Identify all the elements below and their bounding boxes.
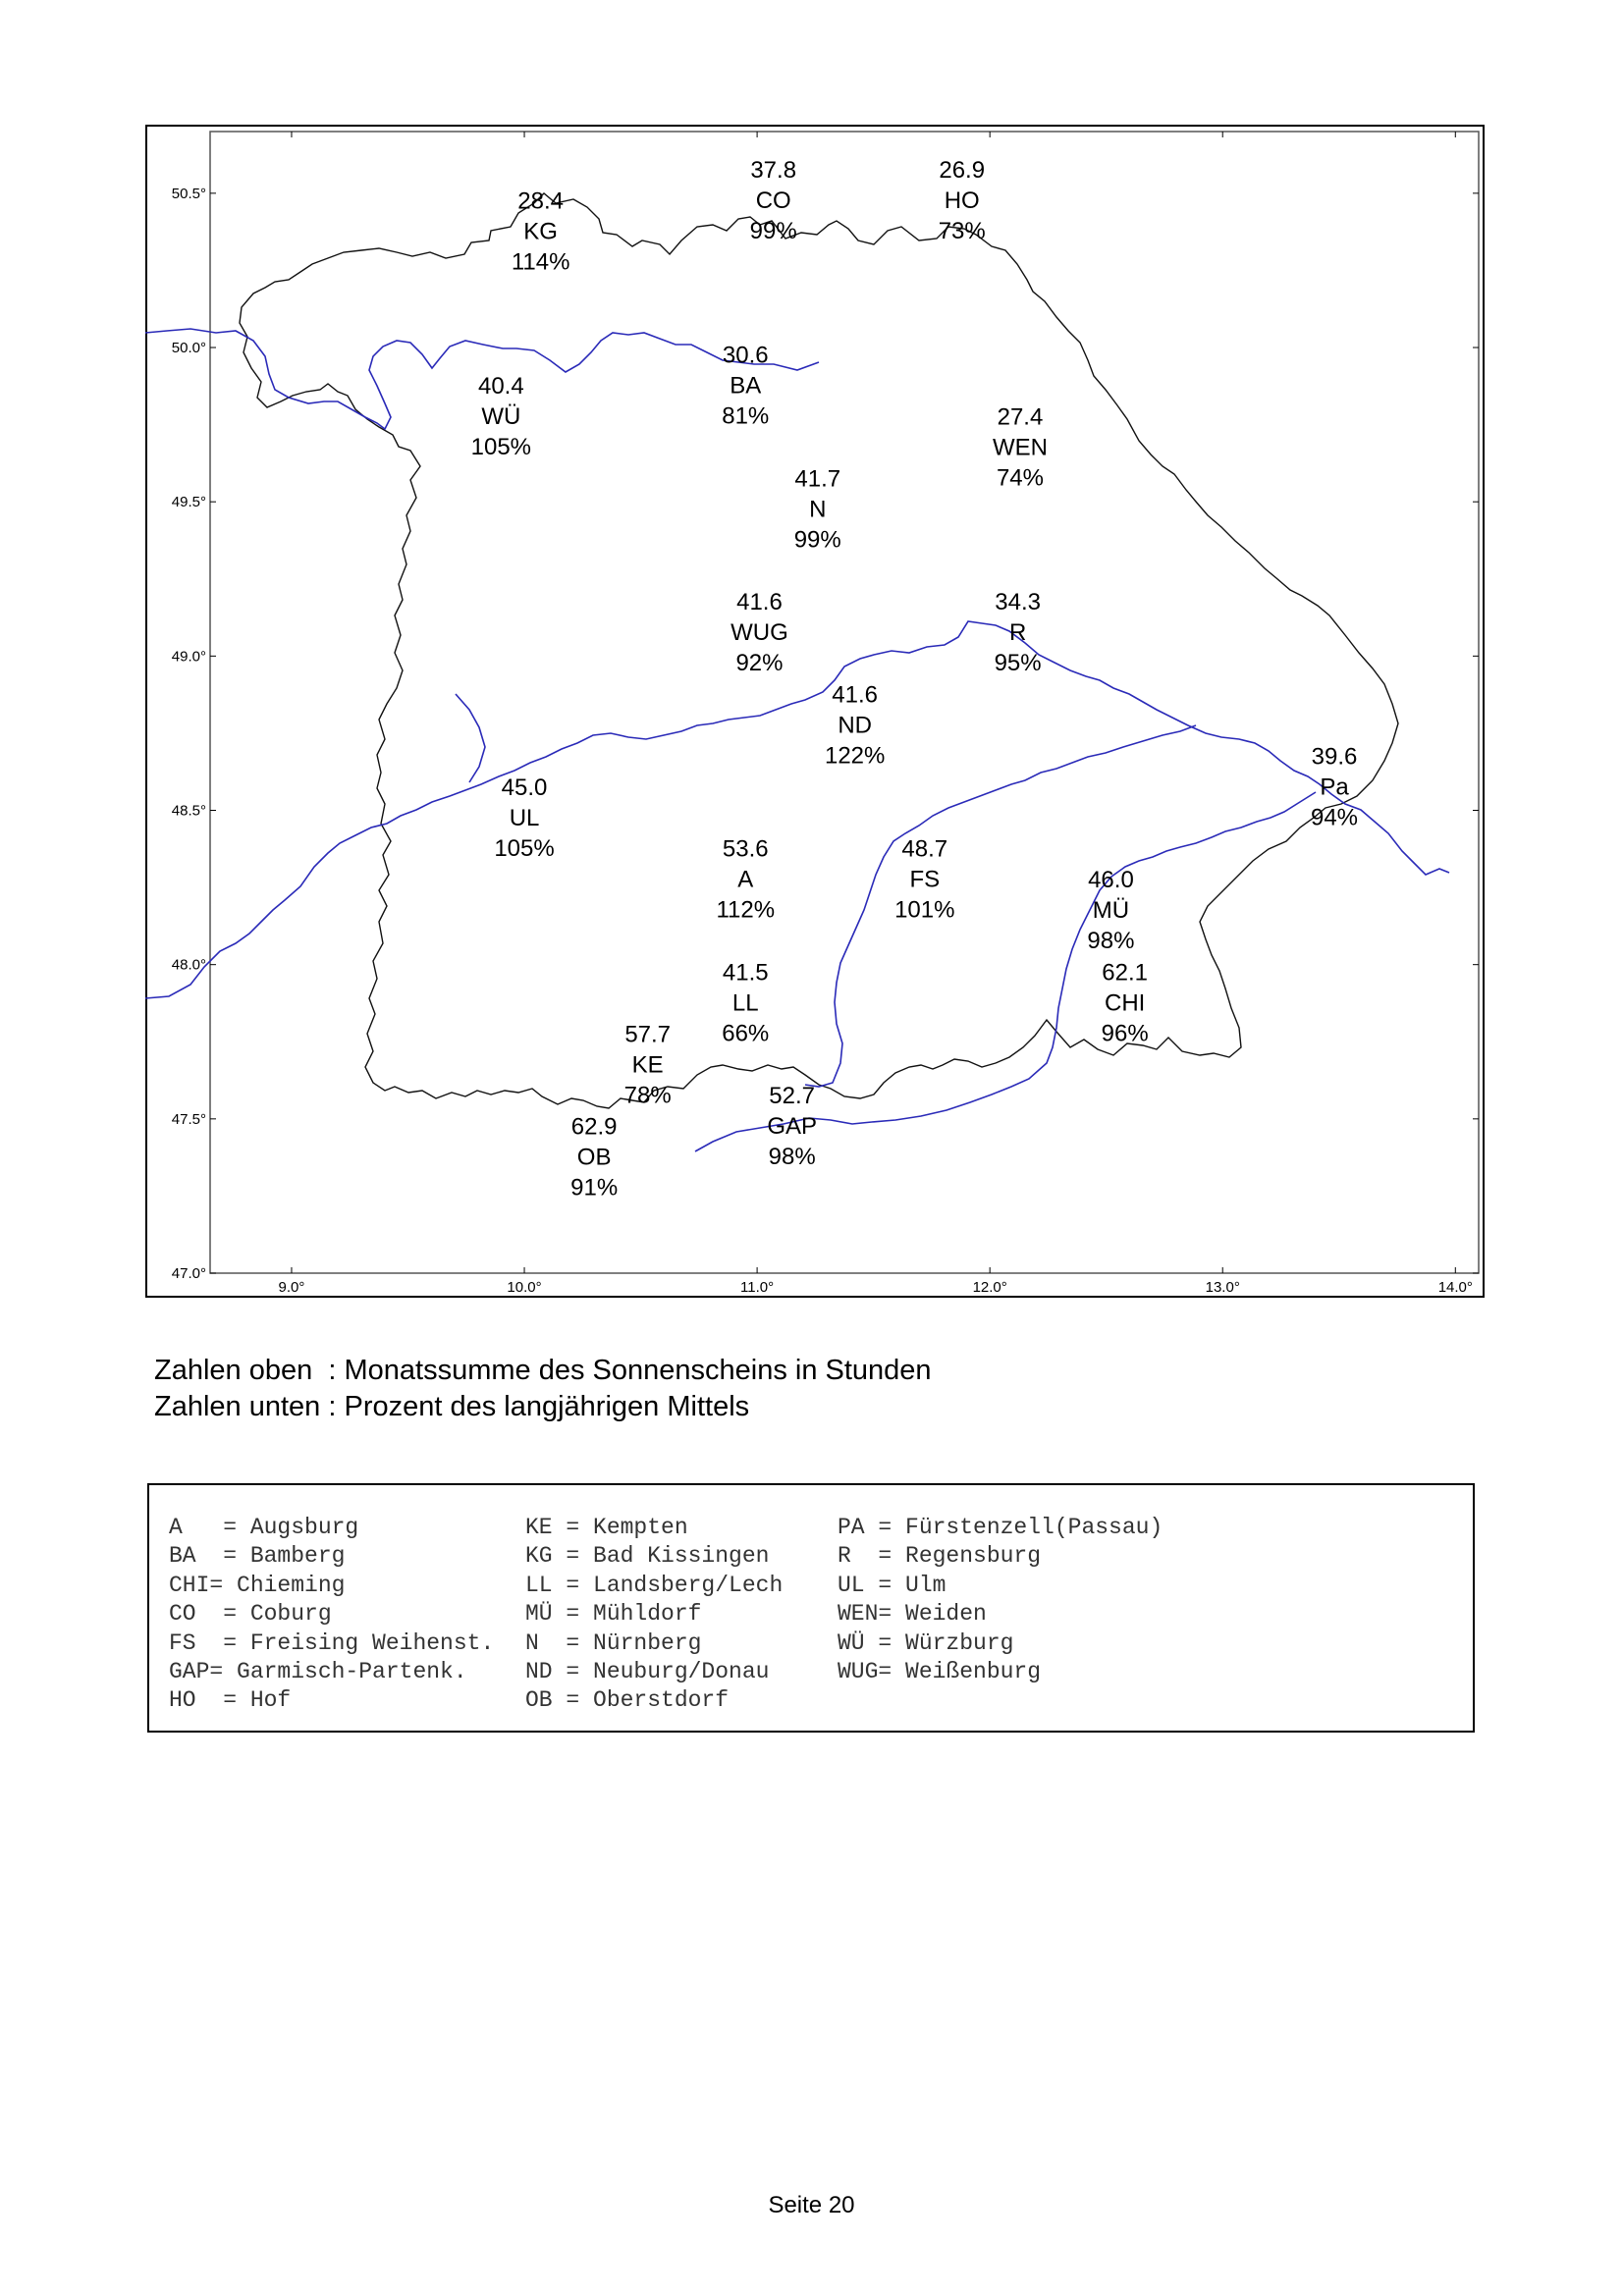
legend-entry: GAP= Garmisch-Partenk. bbox=[169, 1658, 467, 1684]
station-percent: 114% bbox=[511, 248, 570, 276]
station-code: KE bbox=[631, 1051, 664, 1079]
legend-entry: WEN= Weiden bbox=[838, 1601, 987, 1628]
y-tick-label: 48.5° bbox=[171, 802, 206, 820]
station-code: A bbox=[737, 866, 754, 893]
station-sunshine-hours: 37.8 bbox=[750, 157, 797, 185]
legend-row bbox=[169, 1601, 1163, 1629]
legend-entry: WÜ = Würzburg bbox=[838, 1629, 1014, 1656]
station-ho bbox=[939, 157, 986, 244]
legend-entry: CHI= Chieming bbox=[169, 1572, 346, 1598]
station-sunshine-hours: 45.0 bbox=[501, 774, 548, 801]
rivers bbox=[145, 329, 1449, 1151]
station-r bbox=[995, 589, 1042, 676]
station-percent: 73% bbox=[938, 218, 986, 245]
legend-entry: R = Regensburg bbox=[838, 1543, 1042, 1570]
explanation bbox=[154, 1353, 932, 1425]
y-tick-label: 47.5° bbox=[171, 1110, 206, 1128]
station-percent: 95% bbox=[994, 650, 1042, 677]
station-pa bbox=[1311, 743, 1358, 830]
legend-entry bbox=[838, 1687, 1163, 1716]
station-code: GAP bbox=[767, 1113, 818, 1141]
station-code: WEN bbox=[992, 434, 1048, 461]
station-sunshine-hours: 62.1 bbox=[1102, 959, 1149, 987]
station-percent: 98% bbox=[1087, 928, 1135, 955]
legend-entry: MÜ = Mühldorf bbox=[525, 1601, 702, 1628]
station-code: R bbox=[1008, 619, 1027, 647]
station-percent: 105% bbox=[470, 434, 532, 461]
station-code: FS bbox=[909, 866, 941, 893]
station-kg bbox=[512, 188, 570, 276]
legend-row bbox=[169, 1573, 1163, 1601]
bavaria-sunshine-map bbox=[145, 125, 1485, 1298]
explanation-line-upper: Zahlen oben : Monatssumme des Sonnenscheins in Stunden bbox=[154, 1355, 932, 1386]
y-tick-label: 48.0° bbox=[171, 956, 206, 974]
station-code: WÜ bbox=[481, 403, 521, 431]
station-sunshine-hours: 28.4 bbox=[517, 187, 564, 215]
legend-row bbox=[169, 1543, 1163, 1572]
legend-entry: LL = Landsberg/Lech bbox=[525, 1572, 784, 1598]
station-labels bbox=[471, 157, 1358, 1201]
station-percent: 112% bbox=[716, 896, 776, 924]
station-ll bbox=[722, 959, 769, 1046]
x-tick-label: 9.0° bbox=[278, 1279, 305, 1296]
station-code: KG bbox=[523, 218, 558, 245]
station-percent: 92% bbox=[735, 650, 784, 677]
legend-row bbox=[169, 1659, 1163, 1687]
legend-entry: ND = Neuburg/Donau bbox=[525, 1658, 770, 1684]
station-percent: 94% bbox=[1310, 804, 1359, 831]
legend-entry: N = Nürnberg bbox=[525, 1629, 702, 1656]
station-code: LL bbox=[731, 989, 759, 1017]
station-code: UL bbox=[509, 804, 540, 831]
station-percent: 101% bbox=[894, 896, 955, 924]
legend-table bbox=[169, 1515, 1163, 1717]
legend-entry: FS = Freising Weihenst. bbox=[169, 1629, 495, 1656]
legend-row bbox=[169, 1515, 1163, 1543]
station-percent: 91% bbox=[570, 1174, 619, 1201]
station-wü bbox=[471, 373, 531, 460]
legend-entry: KE = Kempten bbox=[525, 1515, 688, 1540]
legend-entry: UL = Ulm bbox=[838, 1572, 947, 1598]
station-sunshine-hours: 27.4 bbox=[997, 403, 1044, 431]
legend-entry: A = Augsburg bbox=[169, 1515, 359, 1540]
legend-row bbox=[169, 1687, 1163, 1716]
station-code: N bbox=[809, 496, 827, 523]
y-tick-label: 50.5° bbox=[171, 185, 206, 202]
legend-row bbox=[169, 1630, 1163, 1659]
station-nd bbox=[825, 682, 885, 770]
station-n bbox=[794, 465, 841, 553]
x-tick-label: 13.0° bbox=[1205, 1279, 1240, 1296]
legend-entry: WUG= Weißenburg bbox=[838, 1658, 1042, 1684]
station-sunshine-hours: 52.7 bbox=[769, 1083, 816, 1110]
x-tick-label: 11.0° bbox=[740, 1279, 775, 1296]
station-a bbox=[716, 836, 775, 924]
station-code: MÜ bbox=[1092, 897, 1130, 925]
legend-entry: KG = Bad Kissingen bbox=[525, 1543, 770, 1570]
station-ba bbox=[722, 343, 769, 430]
axis-tick-labels bbox=[172, 186, 1473, 1296]
station-sunshine-hours: 46.0 bbox=[1088, 867, 1134, 894]
station-sunshine-hours: 48.7 bbox=[901, 835, 948, 863]
station-sunshine-hours: 41.6 bbox=[736, 589, 783, 616]
legend-entry: CO = Coburg bbox=[169, 1601, 332, 1628]
page-number: Seite 20 bbox=[768, 2192, 855, 2218]
station-co bbox=[750, 157, 797, 244]
station-percent: 74% bbox=[996, 464, 1045, 492]
station-code: CHI bbox=[1104, 989, 1146, 1017]
station-code: ND bbox=[838, 712, 873, 739]
y-tick-label: 47.0° bbox=[171, 1265, 206, 1282]
station-wug bbox=[730, 589, 788, 676]
station-ob bbox=[570, 1114, 618, 1201]
station-mü bbox=[1087, 867, 1134, 954]
station-percent: 99% bbox=[793, 526, 841, 554]
station-sunshine-hours: 57.7 bbox=[624, 1021, 672, 1048]
station-sunshine-hours: 40.4 bbox=[477, 373, 524, 400]
station-chi bbox=[1102, 959, 1149, 1046]
station-code: BA bbox=[730, 372, 762, 400]
station-sunshine-hours: 62.9 bbox=[570, 1113, 618, 1141]
x-tick-label: 10.0° bbox=[507, 1279, 542, 1296]
station-sunshine-hours: 34.3 bbox=[995, 589, 1041, 616]
station-sunshine-hours: 41.7 bbox=[794, 465, 841, 493]
station-percent: 78% bbox=[623, 1082, 672, 1109]
state-border bbox=[240, 193, 1398, 1108]
station-sunshine-hours: 39.6 bbox=[1311, 743, 1358, 771]
legend-entry: HO = Hof bbox=[169, 1687, 292, 1714]
x-tick-label: 12.0° bbox=[972, 1279, 1007, 1296]
legend-entry: OB = Oberstdorf bbox=[525, 1687, 730, 1714]
legend-entry: BA = Bamberg bbox=[169, 1543, 346, 1570]
station-gap bbox=[767, 1083, 817, 1170]
station-percent: 96% bbox=[1101, 1020, 1149, 1047]
station-ke bbox=[624, 1021, 672, 1108]
y-tick-label: 49.5° bbox=[171, 494, 206, 511]
station-sunshine-hours: 30.6 bbox=[722, 342, 769, 369]
y-tick-label: 49.0° bbox=[171, 648, 206, 666]
legend-entry: PA = Fürstenzell(Passau) bbox=[838, 1515, 1163, 1540]
station-code: OB bbox=[576, 1144, 612, 1171]
station-wen bbox=[993, 404, 1048, 492]
station-percent: 122% bbox=[824, 742, 886, 770]
station-percent: 98% bbox=[768, 1144, 816, 1171]
station-code: CO bbox=[755, 187, 791, 215]
explanation-line-lower: Zahlen unten : Prozent des langjährigen Mittels bbox=[154, 1391, 750, 1422]
station-sunshine-hours: 26.9 bbox=[939, 157, 986, 185]
y-tick-label: 50.0° bbox=[171, 340, 206, 357]
station-fs bbox=[894, 836, 954, 924]
station-code: HO bbox=[944, 187, 980, 215]
station-percent: 66% bbox=[722, 1020, 770, 1047]
station-code: Pa bbox=[1320, 774, 1349, 801]
river-danube bbox=[145, 621, 1449, 998]
river-tributary bbox=[456, 694, 485, 782]
x-tick-label: 14.0° bbox=[1437, 1279, 1473, 1296]
station-percent: 105% bbox=[494, 834, 555, 862]
station-sunshine-hours: 53.6 bbox=[722, 835, 769, 863]
station-sunshine-hours: 41.6 bbox=[832, 681, 879, 709]
station-sunshine-hours: 41.5 bbox=[722, 959, 769, 987]
station-percent: 99% bbox=[749, 218, 797, 245]
station-percent: 81% bbox=[722, 402, 770, 430]
station-ul bbox=[494, 774, 554, 862]
station-code: WUG bbox=[730, 619, 788, 647]
